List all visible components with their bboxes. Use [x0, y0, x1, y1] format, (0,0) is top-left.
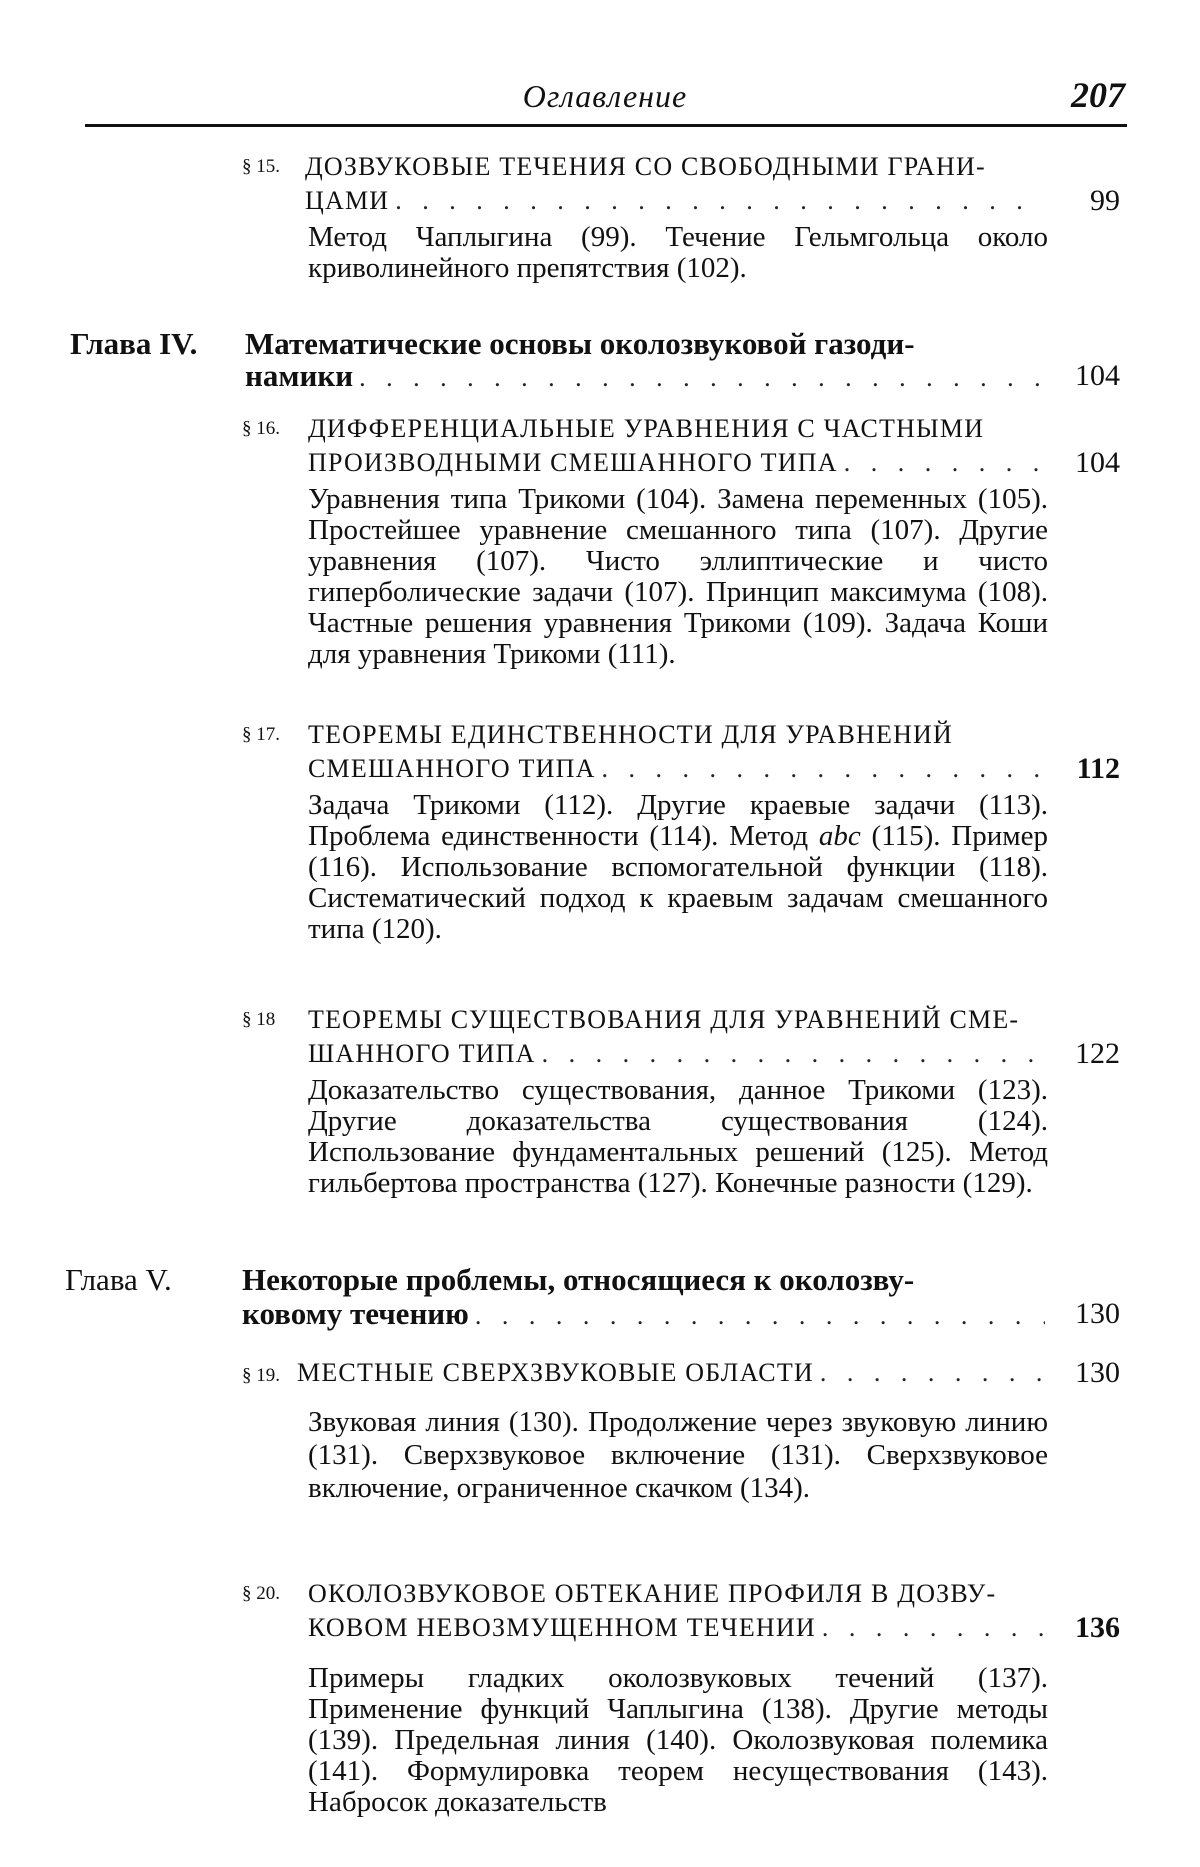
dot-leader: . . . . . . . . . . . . . . . . . . . . . . . .: [395, 184, 1045, 218]
dot-leader: . . . . . . . . . . . . . . . . . . . . . . . . .: [359, 361, 1045, 395]
toc-page: [0, 0, 1200, 1867]
chapter-label: Глава V.: [65, 1263, 172, 1297]
section-title-line: ДИФФЕРЕНЦИАЛЬНЫЕ УРАВНЕНИЯ С ЧАСТНЫМИ: [308, 412, 984, 446]
section-number: § 20.: [242, 1577, 280, 1611]
toc-entry-17-title-2: [308, 752, 1045, 786]
chapter-title-5: [242, 1263, 1045, 1297]
chapter-label: Глава IV.: [70, 327, 197, 361]
dot-leader: . . . . . . . .: [844, 446, 1045, 480]
description-text: (115). Пример (116). Использование вспомогательной функции (118). Систематический подход к краевым задачам смешанного типа (120).: [308, 820, 1048, 945]
toc-entry-18-title: [245, 1003, 1045, 1037]
dot-leader: . . . . . . . . . . . . . . . .: [602, 752, 1045, 786]
description-text: Задача Трикоми (112). Другие краевые задачи (113). Проблема единственности (114). Метод: [308, 789, 1048, 852]
section-title-line: ТЕОРЕМЫ ЕДИНСТВЕННОСТИ ДЛЯ УРАВНЕНИЙ: [308, 718, 953, 752]
section-title-line: ШАННОГО ТИПА: [308, 1037, 536, 1071]
section-title-line: МЕСТНЫЕ СВЕРХЗВУКОВЫЕ ОБЛАСТИ: [297, 1356, 814, 1390]
section-description-17: [308, 790, 1048, 945]
page-ref-ch4[interactable]: 104: [1050, 359, 1120, 393]
section-title-line: ЦАМИ: [305, 184, 389, 218]
section-title-line: ОКОЛОЗВУКОВОЕ ОБТЕКАНИЕ ПРОФИЛЯ В ДОЗВУ-: [308, 1577, 996, 1611]
section-description-18: Доказательство существования, данное Трикоми (123). Другие доказательства существования (124). Использование фундаментальных решений (125). Метод гильбертова пространства (127). Конечные разности (129).: [308, 1075, 1048, 1199]
dot-leader: . . . . . . . . . . . . . . . . . . . . .: [475, 1299, 1045, 1333]
page-ref-16[interactable]: 104: [1050, 446, 1120, 480]
page-ref-ch5[interactable]: 130: [1050, 1297, 1120, 1331]
section-title-line: КОВОМ НЕВОЗМУЩЕННОМ ТЕЧЕНИИ: [308, 1611, 816, 1645]
section-description-19: Звуковая линия (130). Продолжение через звуковую линию (131). Сверхзвуковое включение (131). Сверхзвуковое включение, ограниченное скачком (134).: [308, 1406, 1048, 1505]
dot-leader: . . . . . . . .: [822, 1611, 1045, 1645]
toc-entry-15-title-2: [305, 184, 1045, 218]
toc-entry-16-title-2: [308, 446, 1045, 480]
toc-entry-19-title: [245, 1356, 1045, 1390]
section-number: § 17.: [242, 718, 280, 752]
section-title-line: СМЕШАННОГО ТИПА: [308, 752, 596, 786]
page-ref-15[interactable]: 99: [1050, 184, 1120, 218]
page-ref-17[interactable]: 112: [1050, 752, 1120, 786]
chapter-title-line: ковому течению: [242, 1297, 469, 1331]
dot-leader: . . . . . . . . . . . . . . . . . . .: [542, 1037, 1045, 1071]
toc-entry-16-title: [245, 412, 1045, 446]
section-description-15: Метод Чаплыгина (99). Течение Гельмгольца около криволинейного препятствия (102).: [308, 222, 1048, 284]
chapter-title-line: намики: [245, 359, 353, 393]
section-title-line: ТЕОРЕМЫ СУЩЕСТВОВАНИЯ ДЛЯ УРАВНЕНИЙ СМЕ-: [308, 1003, 1019, 1037]
chapter-title-4: [245, 327, 1045, 361]
section-number: § 16.: [242, 412, 280, 446]
section-description-20: Примеры гладких околозвуковых течений (137). Применение функций Чаплыгина (138). Другие методы (139). Предельная линия (140). Околозвуковая полемика (141). Формулировка теорем несуществования (143). Набросок доказательств: [308, 1663, 1048, 1818]
chapter-title-5-2: [242, 1297, 1045, 1331]
section-description-16: Уравнения типа Трикоми (104). Замена переменных (105). Простейшее уравнение смешанного типа (107). Другие уравнения (107). Чисто эллиптические и чисто гиперболические задачи (107). Принцип максимума (108). Частные решения уравнения Трикоми (109). Задача Коши для уравнения Трикоми (111).: [308, 484, 1048, 670]
method-name-abc: abc: [819, 820, 861, 852]
running-title: Оглавление: [85, 78, 1125, 115]
chapter-title-line: Некоторые проблемы, относящиеся к околозву-: [242, 1263, 914, 1297]
chapter-title-line: Математические основы околозвуковой газоди-: [245, 327, 915, 361]
section-number: § 19.: [242, 1359, 280, 1393]
page-ref-19[interactable]: 130: [1050, 1356, 1120, 1390]
toc-entry-17-title: [245, 718, 1045, 752]
section-title-line: ПРОИЗВОДНЫМИ СМЕШАННОГО ТИПА: [308, 446, 838, 480]
page-ref-18[interactable]: 122: [1050, 1037, 1120, 1071]
header-rule: [85, 124, 1127, 127]
running-head: [85, 78, 1125, 120]
page-ref-20[interactable]: 136: [1050, 1611, 1120, 1645]
section-number: § 18: [242, 1003, 275, 1037]
section-title-line: ДОЗВУКОВЫЕ ТЕЧЕНИЯ СО СВОБОДНЫМИ ГРАНИ-: [305, 150, 986, 184]
toc-entry-15-title: [245, 150, 1045, 184]
toc-entry-20-title: [245, 1577, 1045, 1611]
page-number: 207: [1071, 74, 1125, 116]
toc-entry-18-title-2: [308, 1037, 1045, 1071]
chapter-title-4-2: [245, 359, 1045, 393]
dot-leader: . . . . . . . .: [820, 1356, 1045, 1390]
section-number: § 15.: [242, 150, 280, 184]
toc-entry-20-title-2: [308, 1611, 1045, 1645]
